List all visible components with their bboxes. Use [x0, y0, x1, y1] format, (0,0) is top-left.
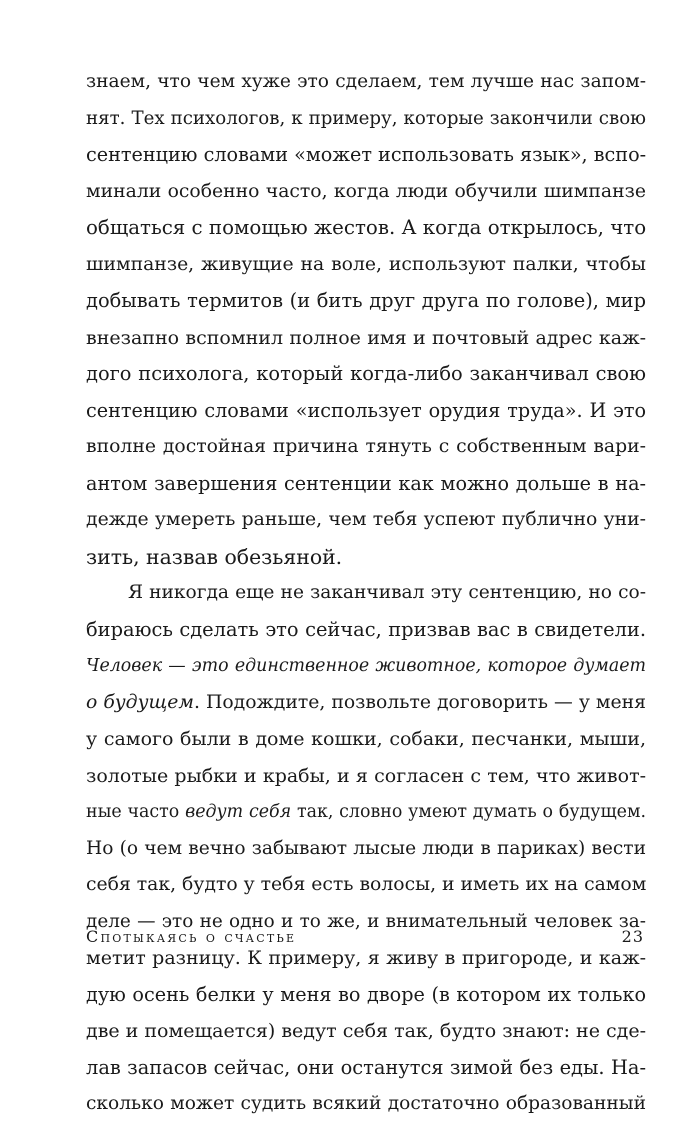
text-line: Но (о чем вечно забывают лысые люди в париках) вести: [86, 837, 646, 859]
text-line: сентенцию словами «использует орудия труда». И это: [86, 398, 646, 422]
page-number: 23: [621, 927, 644, 946]
text-line: о будущем. Подождите, позвольте договорить — у меня: [86, 691, 646, 713]
text-line: минали особенно часто, когда люди обучили шимпанзе: [86, 180, 646, 202]
paragraph-first-line: Я никогда еще не заканчивал эту сентенцию, но со-: [128, 582, 646, 603]
text-line: вполне достойная причина тянуть с собственным вари-: [86, 436, 646, 457]
running-title: Спотыкаясь о счастье: [86, 927, 297, 946]
text-line: ные часто ведут себя так, словно умеют думать о будущем.: [86, 802, 646, 822]
text-line: знаем, что чем хуже это сделаем, тем лучше нас запом-: [86, 71, 646, 92]
italic-phrase: о будущем: [86, 691, 194, 713]
text-line: антом завершения сентенции как можно дольше в на-: [86, 471, 646, 495]
body-text: [86, 64, 646, 1123]
italic-phrase: ведут себя: [185, 802, 292, 822]
text-line: дежде умереть раньше, чем тебя успеют публично уни-: [86, 509, 646, 530]
text-line: бираюсь сделать это сейчас, призвав вас в свидетели.: [86, 617, 646, 641]
text-line: метит разницу. К примеру, я живу в пригороде, и каж-: [86, 947, 646, 969]
text-line: дую осень белки у меня во дворе (в котором их только: [86, 982, 646, 1006]
text-line: деле — это не одно и то же, и внимательный человек за-: [86, 910, 646, 932]
text-line: себя так, будто у тебя есть волосы, и иметь их на самом: [86, 874, 646, 895]
text-line: шимпанзе, живущие на воле, используют палки, чтобы: [86, 253, 646, 275]
text-line: сколько может судить всякий достаточно образованный: [86, 1093, 646, 1114]
text-line: золотые рыбки и крабы, и я согласен с тем, что живот-: [86, 764, 646, 787]
italic-phrase: Человек — это единственное животное, которое думает: [86, 656, 646, 676]
text-line: нят. Тех психологов, к примеру, которые закончили свою: [86, 107, 646, 129]
text-line: у самого были в доме кошки, собаки, песчанки, мыши,: [86, 728, 646, 750]
text-line: общаться с помощью жестов. А когда открылось, что: [86, 216, 646, 239]
text-line: две и помещается) ведут себя так, будто знают: не сде-: [86, 1020, 646, 1042]
page-footer: [86, 926, 646, 948]
text-line: дого психолога, который когда-либо заканчивал свою: [86, 362, 646, 385]
text-line: добывать термитов (и бить друг друга по голове), мир: [86, 289, 646, 312]
text-line: сентенцию словами «может использовать язык», вспо-: [86, 143, 646, 166]
text-line: зить, назвав обезьяной.: [86, 544, 343, 569]
text-line: лав запасов сейчас, они останутся зимой без еды. На-: [86, 1055, 646, 1079]
text-line: внезапно вспомнил полное имя и почтовый адрес каж-: [86, 326, 646, 349]
text-line: [86, 648, 646, 685]
